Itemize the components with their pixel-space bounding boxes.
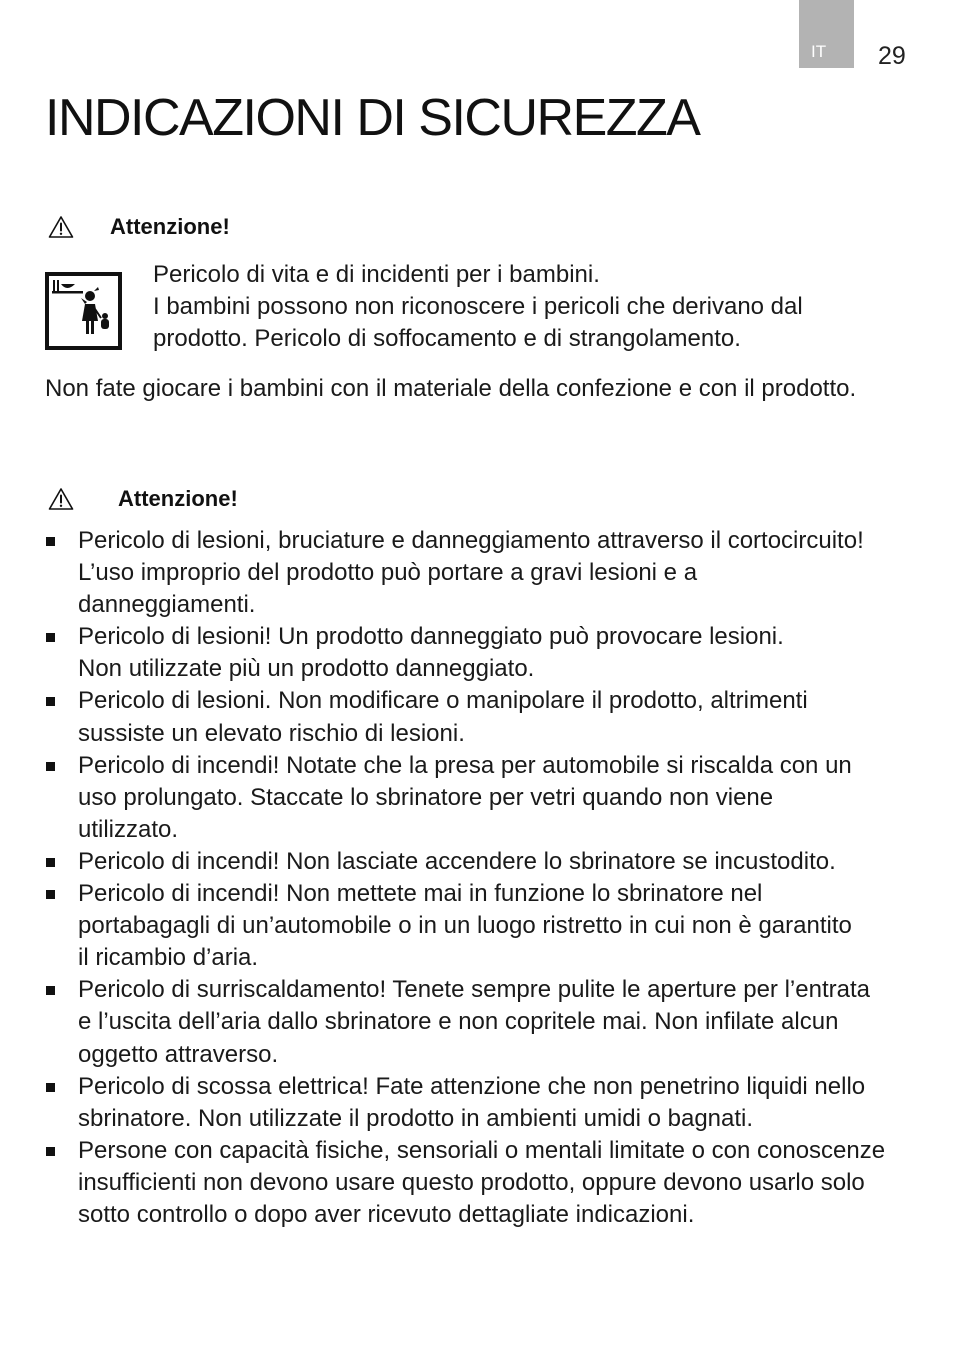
child-danger-icon xyxy=(45,272,122,350)
bullet-marker xyxy=(46,1083,55,1092)
list-item xyxy=(45,750,925,846)
list-item xyxy=(45,1071,925,1135)
text-line: Pericolo di lesioni! Un prodotto danneggiato può provocare lesioni. xyxy=(78,623,784,651)
warning-heading-1 xyxy=(48,214,230,240)
list-item xyxy=(45,1135,925,1231)
list-item xyxy=(45,525,925,621)
text-line: danneggiamenti. xyxy=(78,591,256,619)
text-line: Pericolo di vita e di incidenti per i bambini. xyxy=(153,261,600,288)
text-line: utilizzato. xyxy=(78,815,179,843)
text-line: uso prolungato. Staccate lo sbrinatore per vetri quando non viene xyxy=(78,783,774,811)
text-line: sotto controllo o dopo aver ricevuto dettagliate indicazioni. xyxy=(78,1200,695,1228)
list-item xyxy=(45,621,925,685)
list-item xyxy=(45,878,925,974)
list-item xyxy=(45,846,925,878)
text-line: I bambini possono non riconoscere i pericoli che derivano dal xyxy=(153,293,803,320)
list-item xyxy=(45,974,925,1070)
warning-triangle-icon xyxy=(48,215,74,239)
text-line: Pericolo di lesioni, bruciature e danneggiamento attraverso il cortocircuito! xyxy=(78,527,864,554)
text-line: Pericolo di scossa elettrica! Fate attenzione che non penetrino liquidi nello xyxy=(78,1072,866,1100)
warning-triangle-icon xyxy=(48,487,74,511)
text-line: oggetto attraverso. xyxy=(78,1040,279,1068)
text-line: Pericolo di surriscaldamento! Tenete sempre pulite le aperture per l’entrata xyxy=(78,976,870,1004)
text-line: portabagagli di un’automobile o in un luogo ristretto in cui non è garantito xyxy=(78,912,852,940)
language-tab xyxy=(799,0,854,68)
text-line: Pericolo di incendi! Non mettete mai in funzione lo sbrinatore nel xyxy=(78,880,763,908)
text-line: Pericolo di lesioni. Non modificare o manipolare il prodotto, altrimenti xyxy=(78,687,808,715)
packaging-note: Non fate giocare i bambini con il materiale della confezione e con il prodotto. xyxy=(45,375,857,402)
bullet-marker xyxy=(46,762,55,771)
bullet-marker xyxy=(46,858,55,867)
text-line: insufficienti non devono usare questo prodotto, oppure devono usarlo solo xyxy=(78,1168,865,1196)
text-line: Pericolo di incendi! Notate che la presa per automobile si riscalda con un xyxy=(78,751,852,779)
bullet-marker xyxy=(46,986,55,995)
text-line: prodotto. Pericolo di soffocamento e di strangolamento. xyxy=(153,325,741,352)
bullet-marker xyxy=(46,633,55,642)
warning-label: Attenzione! xyxy=(118,486,238,511)
warning-heading-2 xyxy=(48,486,238,512)
text-line: e l’uscita dell’aria dallo sbrinatore e non copritele mai. Non infilate alcun xyxy=(78,1008,839,1036)
text-line: L’uso improprio del prodotto può portare a gravi lesioni e a xyxy=(78,559,698,587)
page-number: 29 xyxy=(878,42,906,70)
text-line: sbrinatore. Non utilizzate il prodotto in ambienti umidi o bagnati. xyxy=(78,1104,754,1132)
bullet-marker xyxy=(46,537,55,546)
safety-bullet-list xyxy=(45,525,925,1231)
bullet-marker xyxy=(46,697,55,706)
language-tab-label: IT xyxy=(811,42,827,61)
bullet-marker xyxy=(46,890,55,899)
text-line: sussiste un elevato rischio di lesioni. xyxy=(78,719,465,747)
text-line: Non utilizzate più un prodotto danneggiato. xyxy=(78,655,535,683)
text-line: Persone con capacità fisiche, sensoriali o mentali limitate o con conoscenze xyxy=(78,1136,886,1164)
list-item xyxy=(45,685,925,749)
page-title: INDICAZIONI DI SICUREZZA xyxy=(45,89,700,147)
warning-label: Attenzione! xyxy=(110,214,230,239)
bullet-marker xyxy=(46,1147,55,1156)
child-warning-text xyxy=(153,259,933,355)
text-line: il ricambio d’aria. xyxy=(78,944,259,972)
text-line: Pericolo di incendi! Non lasciate accendere lo sbrinatore se incustodito. xyxy=(78,847,836,875)
